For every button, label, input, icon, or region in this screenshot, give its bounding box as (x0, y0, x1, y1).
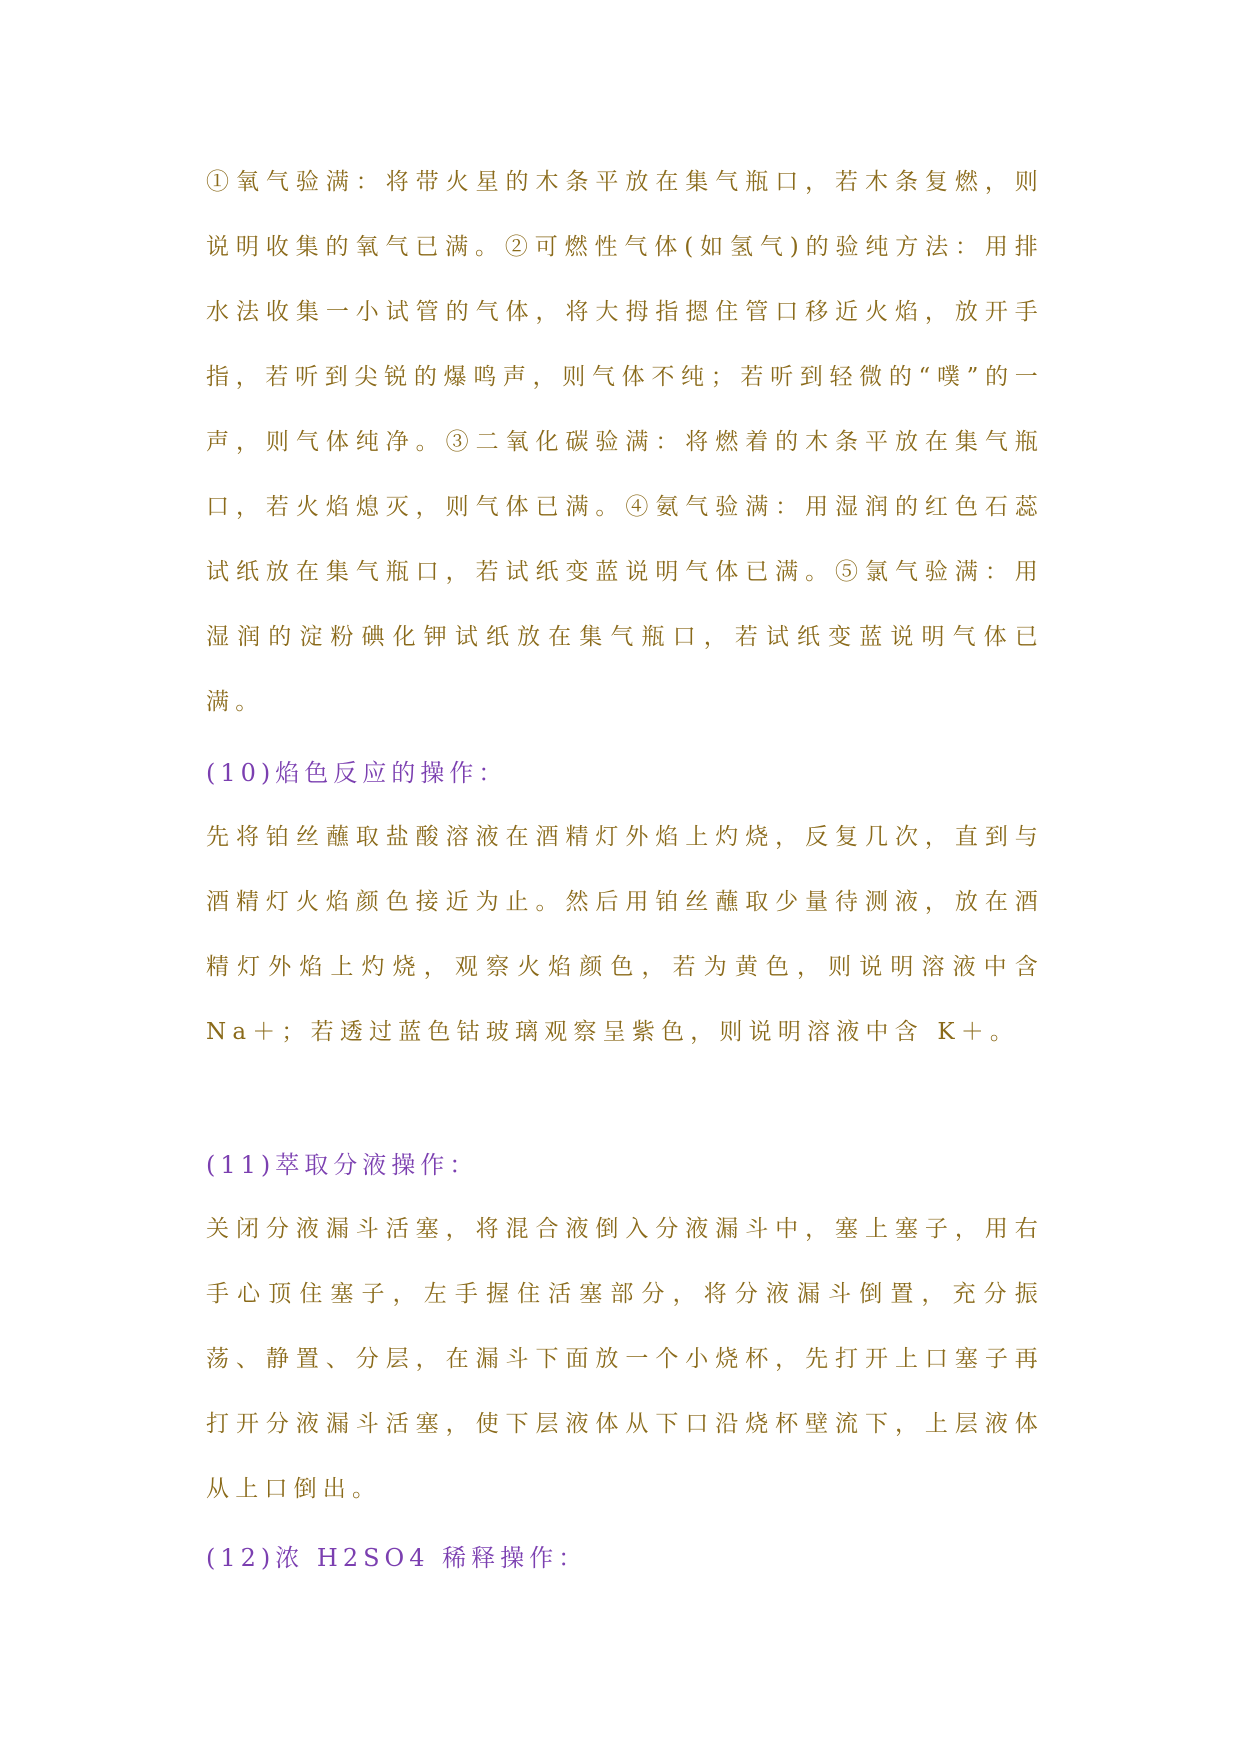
section-12-heading-block (206, 1538, 1044, 1578)
section-10-body-block (206, 805, 1044, 1065)
section-10-heading-block (206, 753, 1044, 793)
gas-test-paragraph-block (206, 150, 1044, 735)
section-heading: (12)浓 H2SO4 稀释操作： (206, 1544, 588, 1572)
gas-test-paragraph: ①氧气验满：将带火星的木条平放在集气瓶口，若木条复燃，则说明收集的氧气已满。②可燃性气体(如氢气)的验纯方法：用排水法收集一小试管的气体，将大拇指摁住管口移近火焰，放开手指，若听到尖锐的爆鸣声，则气体不纯；若听到轻微的“噗”的一声，则气体纯净。③二氧化碳验满：将燃着的木条平放在集气瓶口，若火焰熄灭，则气体已满。④氨气验满：用湿润的红色石蕊试纸放在集气瓶口，若试纸变蓝说明气体已满。⑤氯气验满：用湿润的淀粉碘化钾试纸放在集气瓶口，若试纸变蓝说明气体已满。 (206, 169, 1044, 715)
section-body: 关闭分液漏斗活塞，将混合液倒入分液漏斗中，塞上塞子，用右手心顶住塞子，左手握住活塞部分，将分液漏斗倒置，充分振荡、静置、分层，在漏斗下面放一个小烧杯，先打开上口塞子再打开分液漏斗活塞，使下层液体从下口沿烧杯壁流下，上层液体从上口倒出。 (206, 1216, 1044, 1502)
section-body: 先将铂丝蘸取盐酸溶液在酒精灯外焰上灼烧，反复几次，直到与酒精灯火焰颜色接近为止。然后用铂丝蘸取少量待测液，放在酒精灯外焰上灼烧，观察火焰颜色，若为黄色，则说明溶液中含 Na＋；若透过蓝色钴玻璃观察呈紫色，则说明溶液中含 K＋。 (206, 824, 1044, 1045)
section-heading: (11)萃取分液操作： (206, 1151, 479, 1179)
section-heading: (10)焰色反应的操作： (206, 759, 508, 787)
section-11-heading-block (206, 1145, 1044, 1185)
section-11-body-block (206, 1197, 1044, 1522)
